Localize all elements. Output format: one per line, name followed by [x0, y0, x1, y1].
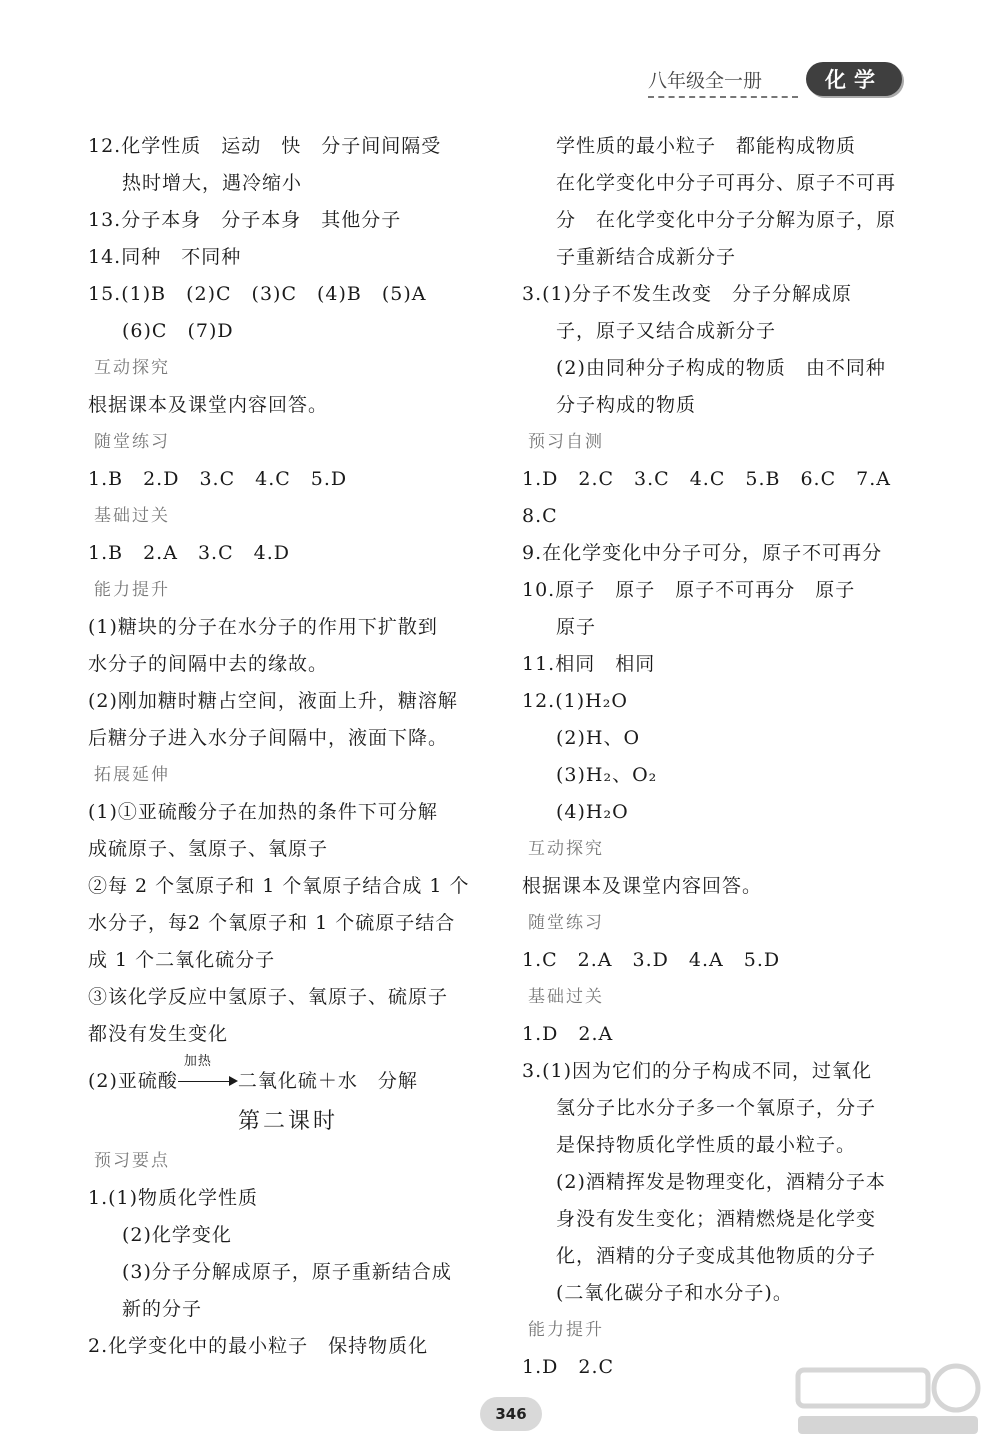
left-column	[88, 128, 488, 1365]
answer-line: (1)糖块的分子在水分子的作用下扩散到	[88, 616, 438, 638]
answer-line: 子，原子又结合成新分子	[556, 320, 777, 342]
answer-line: 15.(1)B (2)C (3)C (4)B (5)A	[88, 283, 427, 305]
section-heading: 互动探究	[94, 358, 170, 378]
answer-line: 2.化学变化中的最小粒子 保持物质化	[88, 1335, 429, 1357]
answer-line: 子重新结合成新分子	[556, 246, 737, 268]
answer-line: (4)H₂O	[556, 801, 629, 823]
answer-line: 原子	[556, 616, 597, 638]
section-heading: 随堂练习	[94, 432, 170, 452]
answer-line: (2)酒精挥发是物理变化，酒精分子本	[556, 1171, 886, 1193]
answer-line: 成硫原子、氢原子、氧原子	[88, 838, 329, 860]
answer-line: ②每 2 个氢原子和 1 个氧原子结合成 1 个	[88, 875, 470, 897]
answer-line: 1.D 2.A	[522, 1023, 614, 1045]
section-heading: 随堂练习	[528, 913, 604, 933]
answer-line: (2)刚加糖时糖占空间，液面上升，糖溶解	[88, 690, 458, 712]
answer-line: 8.C	[522, 505, 558, 527]
answer-line: 身没有发生变化；酒精燃烧是化学变	[556, 1208, 877, 1230]
answer-line: 学性质的最小粒子 都能构成物质	[556, 135, 857, 157]
answer-line: 化，酒精的分子变成其他物质的分子	[556, 1245, 877, 1267]
answer-line: 氢分子比水分子多一个氧原子，分子	[556, 1097, 877, 1119]
answer-line: (2)由同种分子构成的物质 由不同种	[556, 357, 886, 379]
answer-line: 11.相同 相同	[522, 653, 656, 675]
answer-line: ③该化学反应中氢原子、氧原子、硫原子	[88, 986, 449, 1008]
answer-line: 14.同种 不同种	[88, 246, 242, 268]
answer-line: (1)①亚硫酸分子在加热的条件下可分解	[88, 801, 438, 823]
reactant: (2)亚硫酸	[88, 1070, 178, 1092]
right-column	[522, 128, 922, 1386]
answer-line: 热时增大，遇冷缩小	[122, 172, 303, 194]
answer-line: (3)H₂、O₂	[556, 764, 658, 786]
answer-line: 1.D 2.C 3.C 4.C 5.B 6.C 7.A	[522, 468, 891, 490]
section-heading: 基础过关	[528, 987, 604, 1007]
answer-line: 根据课本及课堂内容回答。	[88, 394, 329, 416]
answer-line: (2)H、O	[556, 727, 641, 749]
answer-line: (2)化学变化	[122, 1224, 232, 1246]
answer-line: 根据课本及课堂内容回答。	[522, 875, 763, 897]
answer-line: 分 在化学变化中分子分解为原子，原	[556, 209, 897, 231]
answer-line: 3.(1)因为它们的分子构成不同，过氧化	[522, 1060, 873, 1082]
section-heading: 能力提升	[528, 1320, 604, 1340]
answer-line: 3.(1)分子不发生改变 分子分解成原	[522, 283, 853, 305]
section-heading: 拓展延伸	[94, 765, 170, 785]
answer-line: 水分子，每2 个氧原子和 1 个硫原子结合	[88, 912, 456, 934]
answer-line: 是保持物质化学性质的最小粒子。	[556, 1134, 857, 1156]
answer-line: 12.(1)H₂O	[522, 690, 628, 712]
answer-line: 水分子的间隔中去的缘故。	[88, 653, 329, 675]
answer-line: (二氧化碳分子和水分子)。	[556, 1282, 793, 1304]
reaction-condition: 加热	[183, 1054, 212, 1069]
reaction-arrow	[178, 1054, 238, 1089]
answer-line: 分子构成的物质	[556, 394, 697, 416]
book-title: 八年级全一册	[648, 70, 763, 92]
answer-line: 12.化学性质 运动 快 分子间间隔受	[88, 135, 442, 157]
answer-line: 1.B 2.A 3.C 4.D	[88, 542, 290, 564]
answer-line: 新的分子	[122, 1298, 203, 1320]
answer-line: 后糖分子进入水分子间隔中，液面下降。	[88, 727, 449, 749]
answer-line: (6)C (7)D	[122, 320, 234, 342]
watermark-logo	[788, 1360, 988, 1440]
answer-line: (3)分子分解成原子，原子重新结合成	[122, 1261, 452, 1283]
section-heading: 预习要点	[94, 1151, 170, 1171]
section-heading: 能力提升	[94, 580, 170, 600]
page-number: 346	[480, 1397, 542, 1431]
answer-line: 13.分子本身 分子本身 其他分子	[88, 209, 402, 231]
answer-line: 1.C 2.A 3.D 4.A 5.D	[522, 949, 781, 971]
answer-line: 1.(1)物质化学性质	[88, 1187, 259, 1209]
answer-line: 都没有发生变化	[88, 1023, 229, 1045]
section-heading: 基础过关	[94, 506, 170, 526]
section-heading: 预习自测	[528, 432, 604, 452]
answer-line: 成 1 个二氧化硫分子	[88, 949, 276, 971]
reaction-equation	[88, 1053, 488, 1101]
section-heading: 互动探究	[528, 839, 604, 859]
answer-line: 1.B 2.D 3.C 4.C 5.D	[88, 468, 348, 490]
products: 二氧化硫＋水 分解	[237, 1070, 418, 1092]
answer-line: 在化学变化中分子可再分、原子不可再	[556, 172, 897, 194]
header-divider	[648, 96, 798, 98]
subject-badge: 化学	[806, 62, 902, 96]
answer-line: 10.原子 原子 原子不可再分 原子	[522, 579, 856, 601]
chapter-title: 第二课时	[237, 1109, 338, 1134]
answer-line: 1.D 2.C	[522, 1356, 615, 1378]
answer-line: 9.在化学变化中分子可分，原子不可再分	[522, 542, 883, 564]
